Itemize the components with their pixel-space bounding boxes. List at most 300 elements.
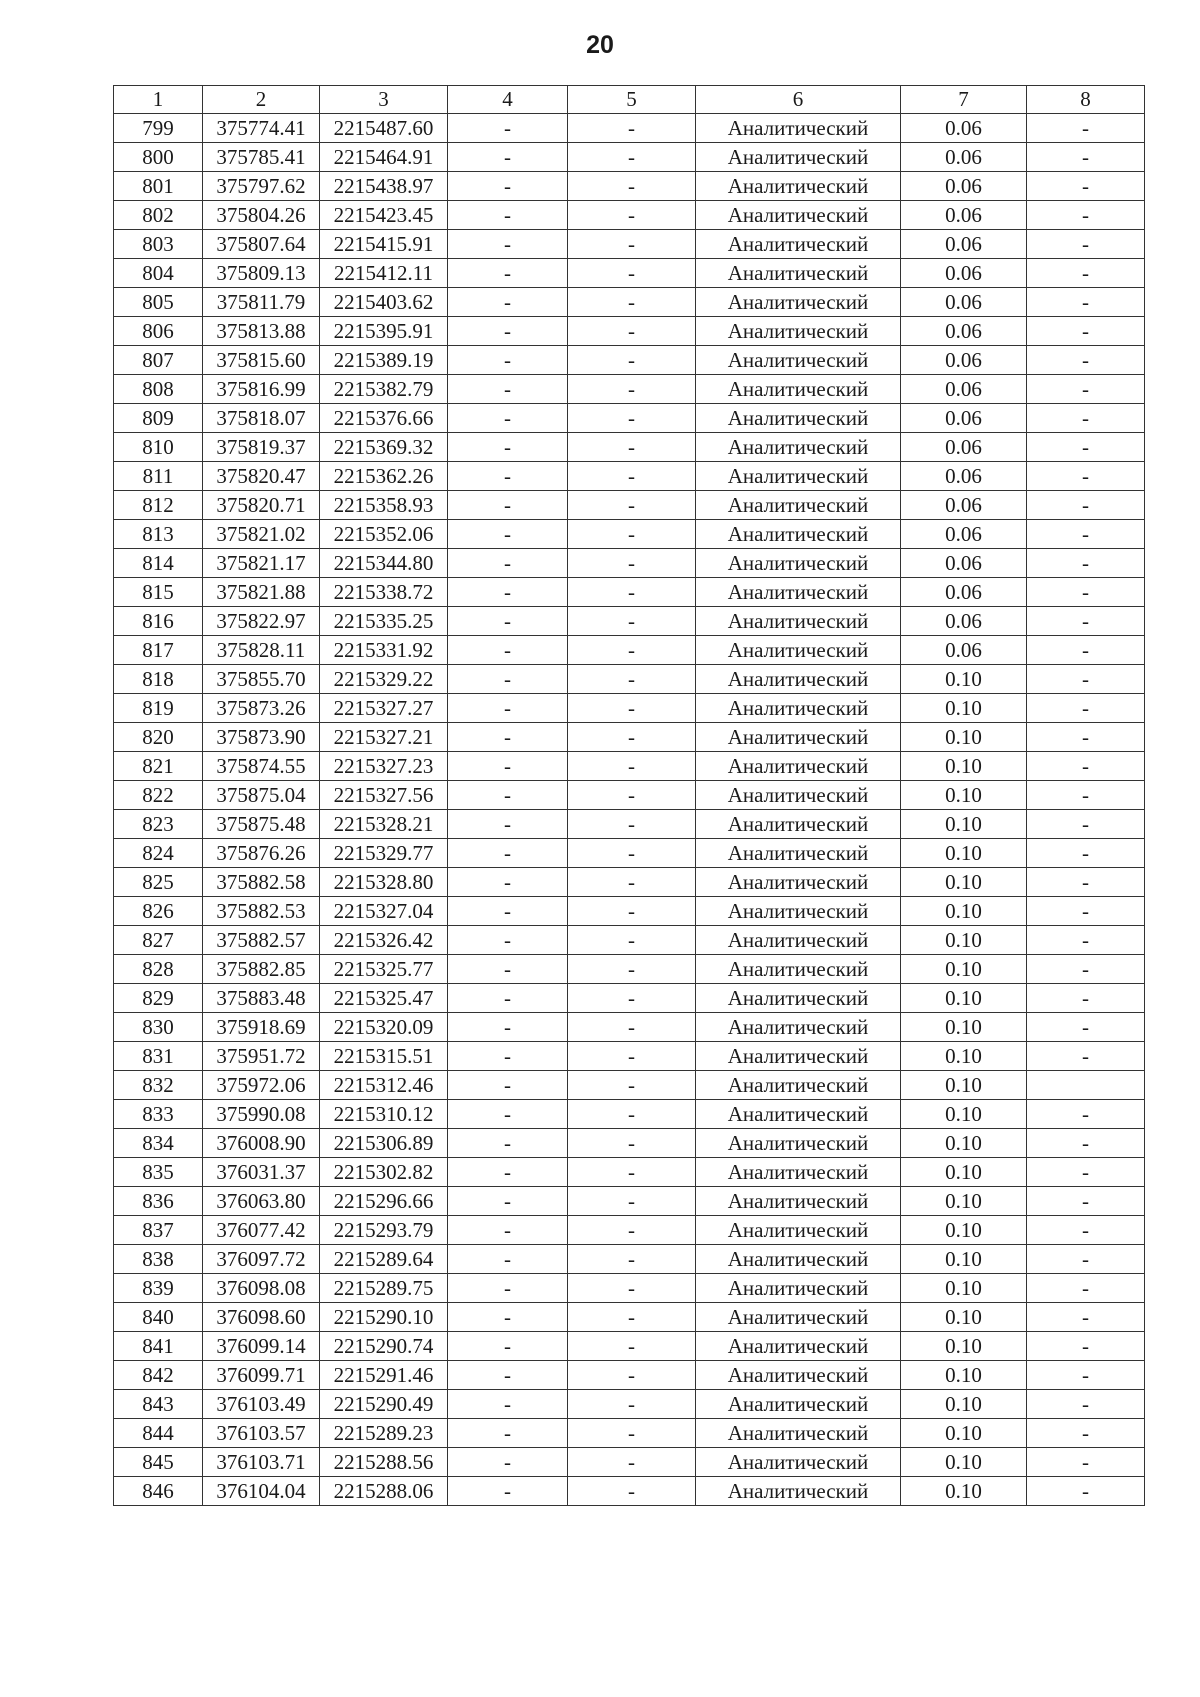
table-row: [114, 810, 1145, 839]
cell-accuracy: 0.10: [901, 984, 1027, 1013]
cell-col-5: -: [568, 520, 696, 549]
table-row: [114, 1158, 1145, 1187]
table-row: [114, 520, 1145, 549]
cell-col-5: -: [568, 462, 696, 491]
cell-y-coordinate: 2215327.04: [320, 897, 448, 926]
cell-col-4: -: [448, 839, 568, 868]
cell-col-4: -: [448, 1071, 568, 1100]
cell-x-coordinate: 375809.13: [203, 259, 320, 288]
cell-col-4: -: [448, 636, 568, 665]
cell-accuracy: 0.10: [901, 1448, 1027, 1477]
cell-col-4: -: [448, 1042, 568, 1071]
cell-x-coordinate: 376103.57: [203, 1419, 320, 1448]
cell-y-coordinate: 2215325.47: [320, 984, 448, 1013]
cell-col-4: -: [448, 1129, 568, 1158]
table-row: [114, 607, 1145, 636]
cell-col-8: -: [1027, 259, 1145, 288]
cell-method: Аналитический: [696, 143, 901, 172]
cell-method: Аналитический: [696, 1448, 901, 1477]
cell-point-number: 814: [114, 549, 203, 578]
table-row: [114, 404, 1145, 433]
cell-col-4: -: [448, 1361, 568, 1390]
cell-col-4: -: [448, 1216, 568, 1245]
cell-y-coordinate: 2215289.75: [320, 1274, 448, 1303]
cell-col-4: -: [448, 114, 568, 143]
cell-method: Аналитический: [696, 578, 901, 607]
cell-col-8: -: [1027, 1448, 1145, 1477]
cell-method: Аналитический: [696, 433, 901, 462]
cell-col-4: -: [448, 665, 568, 694]
cell-y-coordinate: 2215358.93: [320, 491, 448, 520]
cell-accuracy: 0.06: [901, 143, 1027, 172]
cell-col-8: -: [1027, 1216, 1145, 1245]
table-row: [114, 259, 1145, 288]
cell-method: Аналитический: [696, 1245, 901, 1274]
cell-x-coordinate: 375855.70: [203, 665, 320, 694]
cell-point-number: 830: [114, 1013, 203, 1042]
cell-x-coordinate: 375820.47: [203, 462, 320, 491]
cell-x-coordinate: 375811.79: [203, 288, 320, 317]
cell-accuracy: 0.06: [901, 317, 1027, 346]
cell-accuracy: 0.10: [901, 1216, 1027, 1245]
cell-y-coordinate: 2215328.21: [320, 810, 448, 839]
cell-col-4: -: [448, 1390, 568, 1419]
cell-method: Аналитический: [696, 201, 901, 230]
cell-y-coordinate: 2215327.23: [320, 752, 448, 781]
cell-col-5: -: [568, 607, 696, 636]
table-row: [114, 1216, 1145, 1245]
cell-accuracy: 0.06: [901, 288, 1027, 317]
cell-x-coordinate: 375785.41: [203, 143, 320, 172]
cell-accuracy: 0.10: [901, 1129, 1027, 1158]
table-row: [114, 317, 1145, 346]
cell-y-coordinate: 2215369.32: [320, 433, 448, 462]
table-row: [114, 114, 1145, 143]
cell-method: Аналитический: [696, 781, 901, 810]
cell-x-coordinate: 376031.37: [203, 1158, 320, 1187]
table-row: [114, 984, 1145, 1013]
cell-accuracy: 0.06: [901, 114, 1027, 143]
cell-col-5: -: [568, 665, 696, 694]
cell-col-8: -: [1027, 143, 1145, 172]
table-row: [114, 143, 1145, 172]
cell-accuracy: 0.10: [901, 868, 1027, 897]
cell-point-number: 808: [114, 375, 203, 404]
cell-col-5: -: [568, 1477, 696, 1506]
cell-y-coordinate: 2215329.77: [320, 839, 448, 868]
cell-accuracy: 0.06: [901, 578, 1027, 607]
cell-col-4: -: [448, 1274, 568, 1303]
table-row: [114, 346, 1145, 375]
cell-point-number: 833: [114, 1100, 203, 1129]
cell-y-coordinate: 2215326.42: [320, 926, 448, 955]
cell-point-number: 800: [114, 143, 203, 172]
cell-col-8: -: [1027, 346, 1145, 375]
table-row: [114, 578, 1145, 607]
cell-x-coordinate: 375873.26: [203, 694, 320, 723]
cell-col-4: -: [448, 694, 568, 723]
cell-accuracy: 0.10: [901, 955, 1027, 984]
column-header-3: 3: [320, 86, 448, 114]
cell-accuracy: 0.06: [901, 462, 1027, 491]
page-number: 20: [586, 31, 614, 59]
cell-method: Аналитический: [696, 259, 901, 288]
cell-method: Аналитический: [696, 404, 901, 433]
cell-y-coordinate: 2215310.12: [320, 1100, 448, 1129]
table-row: [114, 636, 1145, 665]
cell-y-coordinate: 2215412.11: [320, 259, 448, 288]
cell-point-number: 819: [114, 694, 203, 723]
cell-method: Аналитический: [696, 752, 901, 781]
cell-col-5: -: [568, 1419, 696, 1448]
cell-x-coordinate: 376103.49: [203, 1390, 320, 1419]
cell-x-coordinate: 375875.04: [203, 781, 320, 810]
cell-col-8: -: [1027, 810, 1145, 839]
cell-col-5: -: [568, 346, 696, 375]
cell-y-coordinate: 2215288.56: [320, 1448, 448, 1477]
cell-col-4: -: [448, 143, 568, 172]
cell-x-coordinate: 375972.06: [203, 1071, 320, 1100]
column-header-6: 6: [696, 86, 901, 114]
cell-y-coordinate: 2215312.46: [320, 1071, 448, 1100]
cell-col-4: -: [448, 897, 568, 926]
table-row: [114, 172, 1145, 201]
cell-point-number: 823: [114, 810, 203, 839]
cell-col-8: -: [1027, 462, 1145, 491]
cell-point-number: 839: [114, 1274, 203, 1303]
cell-x-coordinate: 375918.69: [203, 1013, 320, 1042]
cell-y-coordinate: 2215327.27: [320, 694, 448, 723]
cell-col-8: -: [1027, 1332, 1145, 1361]
cell-method: Аналитический: [696, 665, 901, 694]
cell-x-coordinate: 375951.72: [203, 1042, 320, 1071]
cell-col-5: -: [568, 1187, 696, 1216]
cell-col-5: -: [568, 1274, 696, 1303]
cell-col-8: -: [1027, 1042, 1145, 1071]
cell-col-8: -: [1027, 839, 1145, 868]
cell-col-4: -: [448, 433, 568, 462]
cell-point-number: 842: [114, 1361, 203, 1390]
cell-col-4: -: [448, 1448, 568, 1477]
cell-col-8: -: [1027, 955, 1145, 984]
cell-x-coordinate: 375774.41: [203, 114, 320, 143]
table-row: [114, 1303, 1145, 1332]
table-row: [114, 1419, 1145, 1448]
cell-col-4: -: [448, 1303, 568, 1332]
table-row: [114, 1187, 1145, 1216]
table-row: [114, 1013, 1145, 1042]
cell-col-8: -: [1027, 1477, 1145, 1506]
cell-col-8: -: [1027, 1013, 1145, 1042]
cell-method: Аналитический: [696, 520, 901, 549]
cell-method: Аналитический: [696, 723, 901, 752]
cell-point-number: 816: [114, 607, 203, 636]
table-body: [114, 114, 1145, 1506]
cell-col-8: -: [1027, 1390, 1145, 1419]
cell-col-4: -: [448, 781, 568, 810]
cell-col-5: -: [568, 578, 696, 607]
cell-method: Аналитический: [696, 1361, 901, 1390]
cell-y-coordinate: 2215362.26: [320, 462, 448, 491]
cell-y-coordinate: 2215320.09: [320, 1013, 448, 1042]
table-row: [114, 230, 1145, 259]
column-header-2: 2: [203, 86, 320, 114]
cell-col-5: -: [568, 752, 696, 781]
cell-col-4: -: [448, 549, 568, 578]
cell-y-coordinate: 2215338.72: [320, 578, 448, 607]
table-row: [114, 433, 1145, 462]
cell-accuracy: 0.10: [901, 1390, 1027, 1419]
table-row: [114, 694, 1145, 723]
cell-y-coordinate: 2215328.80: [320, 868, 448, 897]
cell-col-8: [1027, 1071, 1145, 1100]
cell-col-8: -: [1027, 578, 1145, 607]
cell-col-8: -: [1027, 1274, 1145, 1303]
cell-method: Аналитический: [696, 288, 901, 317]
cell-col-8: -: [1027, 868, 1145, 897]
cell-accuracy: 0.10: [901, 839, 1027, 868]
cell-col-5: -: [568, 839, 696, 868]
cell-col-4: -: [448, 317, 568, 346]
cell-col-5: -: [568, 549, 696, 578]
table-row: [114, 1332, 1145, 1361]
cell-y-coordinate: 2215403.62: [320, 288, 448, 317]
cell-col-8: -: [1027, 781, 1145, 810]
cell-x-coordinate: 375873.90: [203, 723, 320, 752]
cell-point-number: 822: [114, 781, 203, 810]
cell-method: Аналитический: [696, 607, 901, 636]
cell-method: Аналитический: [696, 462, 901, 491]
cell-x-coordinate: 375820.71: [203, 491, 320, 520]
cell-col-5: -: [568, 1013, 696, 1042]
coordinates-table: [113, 85, 1145, 1506]
cell-col-8: -: [1027, 984, 1145, 1013]
cell-point-number: 811: [114, 462, 203, 491]
cell-x-coordinate: 376103.71: [203, 1448, 320, 1477]
cell-accuracy: 0.10: [901, 810, 1027, 839]
cell-col-4: -: [448, 1013, 568, 1042]
cell-col-4: -: [448, 346, 568, 375]
cell-accuracy: 0.10: [901, 1158, 1027, 1187]
cell-col-4: -: [448, 1100, 568, 1129]
cell-col-5: -: [568, 1448, 696, 1477]
cell-x-coordinate: 375821.17: [203, 549, 320, 578]
cell-y-coordinate: 2215438.97: [320, 172, 448, 201]
cell-method: Аналитический: [696, 810, 901, 839]
cell-accuracy: 0.10: [901, 723, 1027, 752]
cell-x-coordinate: 376097.72: [203, 1245, 320, 1274]
cell-method: Аналитический: [696, 1274, 901, 1303]
cell-col-4: -: [448, 578, 568, 607]
cell-y-coordinate: 2215302.82: [320, 1158, 448, 1187]
cell-col-5: -: [568, 1303, 696, 1332]
cell-y-coordinate: 2215329.22: [320, 665, 448, 694]
table-row: [114, 897, 1145, 926]
cell-x-coordinate: 375882.57: [203, 926, 320, 955]
cell-x-coordinate: 375822.97: [203, 607, 320, 636]
cell-col-5: -: [568, 143, 696, 172]
cell-col-5: -: [568, 1071, 696, 1100]
cell-x-coordinate: 375807.64: [203, 230, 320, 259]
cell-col-4: -: [448, 926, 568, 955]
cell-x-coordinate: 375821.02: [203, 520, 320, 549]
cell-y-coordinate: 2215291.46: [320, 1361, 448, 1390]
cell-col-4: -: [448, 404, 568, 433]
table-row: [114, 752, 1145, 781]
cell-col-8: -: [1027, 491, 1145, 520]
table-row: [114, 375, 1145, 404]
table-row: [114, 1361, 1145, 1390]
cell-method: Аналитический: [696, 1303, 901, 1332]
cell-method: Аналитический: [696, 955, 901, 984]
cell-y-coordinate: 2215376.66: [320, 404, 448, 433]
cell-method: Аналитический: [696, 491, 901, 520]
table-row: [114, 955, 1145, 984]
cell-point-number: 818: [114, 665, 203, 694]
cell-method: Аналитический: [696, 114, 901, 143]
cell-x-coordinate: 375818.07: [203, 404, 320, 433]
cell-accuracy: 0.10: [901, 1419, 1027, 1448]
cell-col-8: -: [1027, 172, 1145, 201]
cell-accuracy: 0.06: [901, 346, 1027, 375]
cell-y-coordinate: 2215289.64: [320, 1245, 448, 1274]
cell-x-coordinate: 375875.48: [203, 810, 320, 839]
cell-col-8: -: [1027, 926, 1145, 955]
cell-col-5: -: [568, 230, 696, 259]
cell-col-8: -: [1027, 607, 1145, 636]
cell-col-4: -: [448, 288, 568, 317]
cell-col-4: -: [448, 868, 568, 897]
cell-y-coordinate: 2215389.19: [320, 346, 448, 375]
cell-x-coordinate: 375821.88: [203, 578, 320, 607]
cell-y-coordinate: 2215382.79: [320, 375, 448, 404]
cell-point-number: 824: [114, 839, 203, 868]
cell-col-5: -: [568, 723, 696, 752]
cell-accuracy: 0.10: [901, 1071, 1027, 1100]
cell-col-4: -: [448, 984, 568, 1013]
cell-point-number: 799: [114, 114, 203, 143]
cell-method: Аналитический: [696, 1216, 901, 1245]
cell-y-coordinate: 2215290.10: [320, 1303, 448, 1332]
cell-y-coordinate: 2215487.60: [320, 114, 448, 143]
cell-point-number: 838: [114, 1245, 203, 1274]
table-row: [114, 926, 1145, 955]
cell-method: Аналитический: [696, 172, 901, 201]
cell-y-coordinate: 2215293.79: [320, 1216, 448, 1245]
cell-col-5: -: [568, 810, 696, 839]
cell-col-5: -: [568, 955, 696, 984]
cell-col-5: -: [568, 694, 696, 723]
cell-method: Аналитический: [696, 1071, 901, 1100]
cell-method: Аналитический: [696, 868, 901, 897]
table-row: [114, 665, 1145, 694]
cell-method: Аналитический: [696, 1013, 901, 1042]
cell-col-8: -: [1027, 230, 1145, 259]
cell-col-5: -: [568, 636, 696, 665]
cell-col-5: -: [568, 926, 696, 955]
cell-col-5: -: [568, 317, 696, 346]
cell-col-5: -: [568, 375, 696, 404]
cell-accuracy: 0.06: [901, 433, 1027, 462]
cell-accuracy: 0.10: [901, 1187, 1027, 1216]
cell-point-number: 803: [114, 230, 203, 259]
cell-col-4: -: [448, 1245, 568, 1274]
cell-point-number: 804: [114, 259, 203, 288]
cell-point-number: 844: [114, 1419, 203, 1448]
column-header-8: 8: [1027, 86, 1145, 114]
cell-col-5: -: [568, 1245, 696, 1274]
cell-x-coordinate: 376098.60: [203, 1303, 320, 1332]
cell-col-4: -: [448, 810, 568, 839]
cell-method: Аналитический: [696, 636, 901, 665]
cell-y-coordinate: 2215395.91: [320, 317, 448, 346]
cell-accuracy: 0.10: [901, 1274, 1027, 1303]
cell-point-number: 810: [114, 433, 203, 462]
cell-point-number: 836: [114, 1187, 203, 1216]
cell-col-8: -: [1027, 1158, 1145, 1187]
cell-accuracy: 0.10: [901, 1013, 1027, 1042]
cell-point-number: 806: [114, 317, 203, 346]
cell-accuracy: 0.06: [901, 404, 1027, 433]
cell-accuracy: 0.10: [901, 665, 1027, 694]
cell-x-coordinate: 376008.90: [203, 1129, 320, 1158]
cell-point-number: 807: [114, 346, 203, 375]
cell-col-4: -: [448, 375, 568, 404]
cell-x-coordinate: 375882.85: [203, 955, 320, 984]
cell-method: Аналитический: [696, 926, 901, 955]
cell-point-number: 828: [114, 955, 203, 984]
cell-accuracy: 0.10: [901, 1477, 1027, 1506]
cell-method: Аналитический: [696, 1332, 901, 1361]
cell-x-coordinate: 376104.04: [203, 1477, 320, 1506]
table-row: [114, 868, 1145, 897]
cell-col-4: -: [448, 607, 568, 636]
cell-point-number: 829: [114, 984, 203, 1013]
cell-method: Аналитический: [696, 230, 901, 259]
cell-accuracy: 0.10: [901, 1042, 1027, 1071]
cell-accuracy: 0.10: [901, 1245, 1027, 1274]
cell-col-8: -: [1027, 549, 1145, 578]
cell-method: Аналитический: [696, 1129, 901, 1158]
cell-point-number: 832: [114, 1071, 203, 1100]
table-row: [114, 462, 1145, 491]
cell-col-4: -: [448, 723, 568, 752]
cell-x-coordinate: 375813.88: [203, 317, 320, 346]
cell-col-4: -: [448, 491, 568, 520]
cell-method: Аналитический: [696, 694, 901, 723]
cell-x-coordinate: 375815.60: [203, 346, 320, 375]
table-row: [114, 1274, 1145, 1303]
cell-col-8: -: [1027, 288, 1145, 317]
cell-x-coordinate: 375883.48: [203, 984, 320, 1013]
cell-x-coordinate: 376063.80: [203, 1187, 320, 1216]
cell-col-8: -: [1027, 433, 1145, 462]
cell-col-5: -: [568, 433, 696, 462]
cell-col-5: -: [568, 259, 696, 288]
cell-col-5: -: [568, 984, 696, 1013]
cell-x-coordinate: 375816.99: [203, 375, 320, 404]
cell-col-5: -: [568, 1390, 696, 1419]
cell-x-coordinate: 375882.58: [203, 868, 320, 897]
column-header-4: 4: [448, 86, 568, 114]
cell-point-number: 809: [114, 404, 203, 433]
cell-accuracy: 0.06: [901, 520, 1027, 549]
cell-x-coordinate: 375804.26: [203, 201, 320, 230]
cell-accuracy: 0.10: [901, 1100, 1027, 1129]
cell-y-coordinate: 2215327.21: [320, 723, 448, 752]
cell-accuracy: 0.06: [901, 259, 1027, 288]
cell-method: Аналитический: [696, 1100, 901, 1129]
